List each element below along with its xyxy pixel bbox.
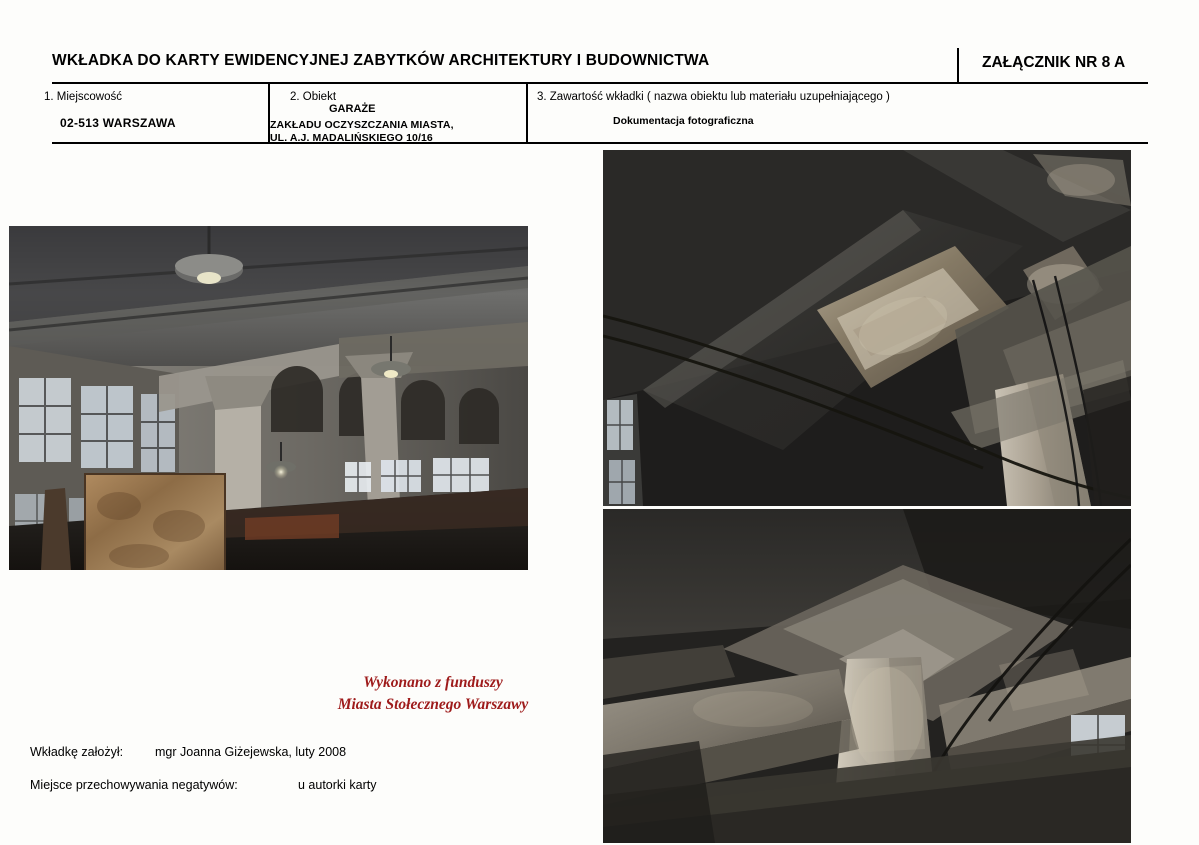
field-object-line3: UL. A.J. MADALIŃSKIEGO 10/16 [270, 132, 433, 144]
negatives-value: u autorki karty [298, 778, 377, 792]
photo-ceiling-detail [603, 150, 1131, 506]
header-rule-top [52, 82, 1148, 84]
photo-interior-hall-image [9, 226, 528, 570]
photo-ceiling-detail-image [603, 150, 1131, 506]
author-label: Wkładkę założył: [30, 745, 124, 759]
author-value: mgr Joanna Giżejewska, luty 2008 [155, 745, 347, 759]
field-object-line2: ZAKŁADU OCZYSZCZANIA MIASTA, [270, 119, 454, 131]
field-locality-value: 02-513 WARSZAWA [60, 116, 176, 130]
funding-line-2: Miasta Stołecznego Warszawy [337, 696, 529, 713]
photo-column-detail [603, 509, 1131, 843]
funding-note [268, 672, 598, 716]
field-locality-label: 1. Miejscowość [44, 91, 122, 103]
annex-number: ZAŁĄCZNIK NR 8 A [982, 54, 1126, 71]
document-header [52, 52, 1148, 80]
page-title: WKŁADKA DO KARTY EWIDENCYJNEJ ZABYTKÓW ARCHITEKTURY I BUDOWNICTWA [52, 52, 710, 69]
field-object-label: 2. Obiekt [290, 91, 337, 103]
funding-line-1: Wykonano z funduszy [363, 674, 503, 691]
table-divider-2 [526, 84, 528, 142]
field-content-label: 3. Zawartość wkładki ( nazwa obiektu lub materiału uzupełniającego ) [537, 91, 890, 103]
photo-interior-hall [9, 226, 528, 570]
field-content-value: Dokumentacja fotograficzna [613, 115, 754, 127]
photo-column-detail-image [603, 509, 1131, 843]
negatives-label: Miejsce przechowywania negatywów: [30, 778, 238, 792]
header-divider [957, 48, 959, 82]
header-rule-bottom [52, 142, 1148, 144]
field-object-line1: GARAŻE [329, 103, 376, 115]
